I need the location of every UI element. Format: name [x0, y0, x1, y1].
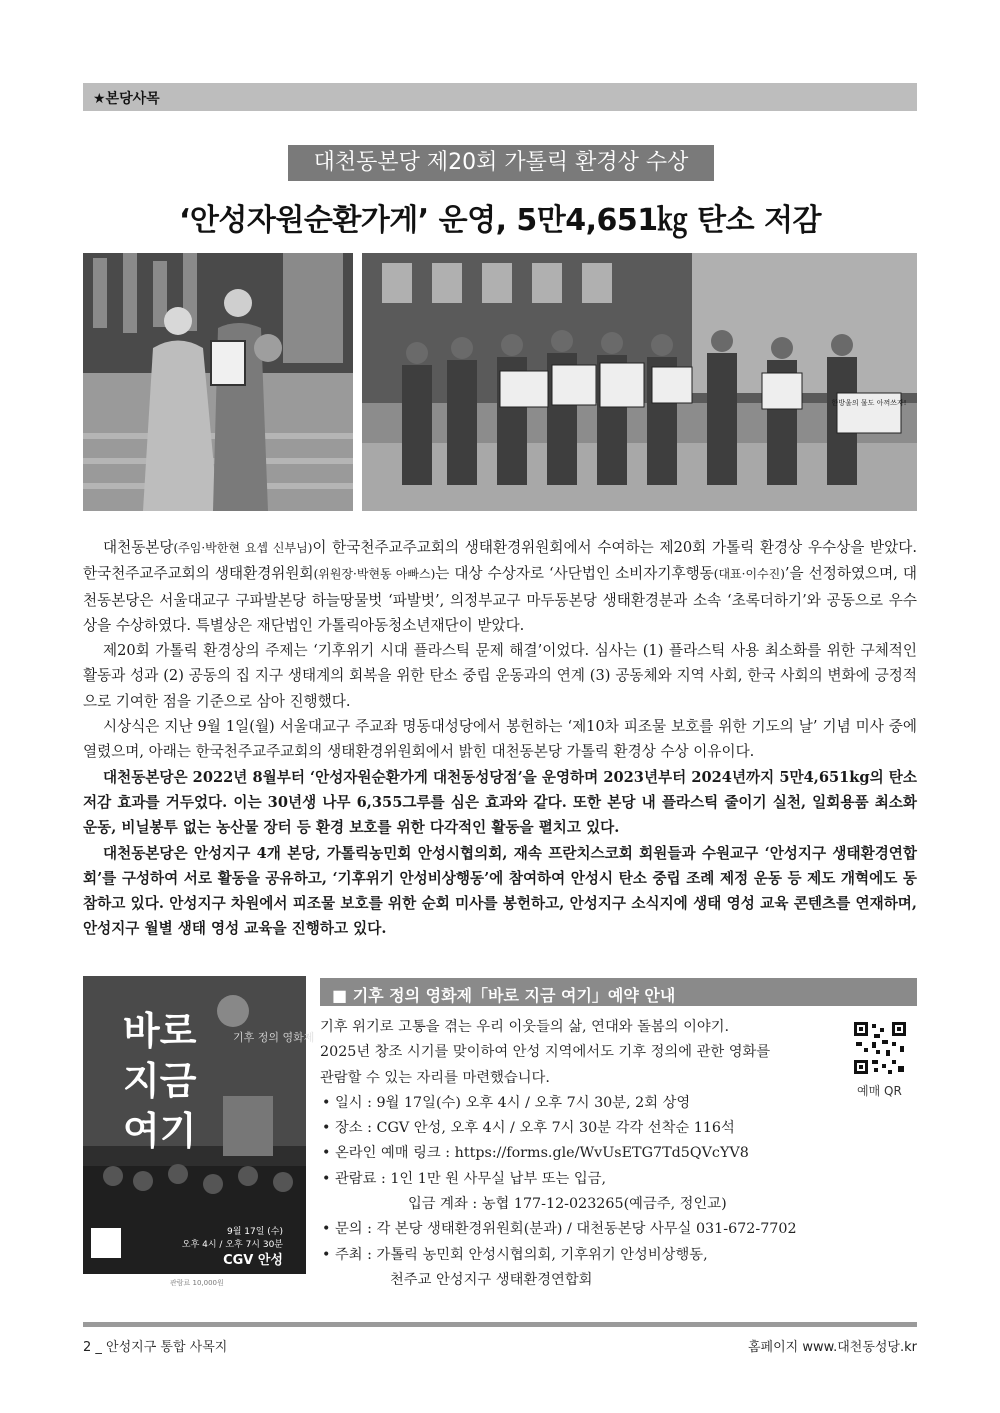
- footer-page-label: 2 _ 안성지구 통합 사목지: [83, 1340, 228, 1355]
- intro-line: 관람할 수 있는 자리를 마련했습니다.: [320, 1069, 550, 1086]
- svg-text:CGV 안성: CGV 안성: [223, 1253, 283, 1268]
- section-header-bar: [83, 83, 917, 111]
- info-item-fee: • 관람료 : 1인 1만 원 사무실 납부 또는 입금,: [322, 1170, 607, 1187]
- footer-divider: [83, 1322, 917, 1327]
- info-heading-bar: [320, 978, 917, 1006]
- svg-text:오후 4시 / 오후 7시 30분: 오후 4시 / 오후 7시 30분: [181, 1240, 283, 1250]
- info-heading: ■ 기후 정의 영화제「바로 지금 여기」예약 안내: [332, 986, 676, 1005]
- intro-line: 기후 위기로 고통을 겪는 우리 이웃들의 삶, 연대와 돌봄의 이야기.: [320, 1019, 730, 1035]
- paragraph-5: 대천동본당은 안성지구 4개 본당, 가톨릭농민회 안성시협의회, 재속 프란치스코회 회원들과 수원교구 ‘안성지구 생태환경연합회’를 구성하여 서로 활동을 공유하고, ‘기후위기 안성비상행동’에 참여하여 안성시 탄소 중립 조례 제정 운동 등 제도 개혁에도 동참하고 있다. 안성지구 차원에서 피조물 보호를 위한 순회 미사를 봉헌하고, 안성지구 소식지에 생태 영성 교육 콘텐츠를 연재하며, 안성지구 월별 생태 영성 교육을 진행하고 있다.: [83, 844, 917, 938]
- paragraph-3: 시상식은 지난 9월 1일(월) 서울대교구 주교좌 명동대성당에서 봉헌하는 ‘제10차 피조물 보호를 위한 기도의 날’ 기념 미사 중에 열렸으며, 아래는 한국천주교주교회의 생태환경위원회에서 밝힌 대천동본당 가톨릭 환경상 수상 이유이다.: [83, 718, 917, 761]
- article-headline: ‘안성자원순환가게’ 운영, 5만4,651㎏ 탄소 저감: [179, 203, 821, 238]
- info-item-account: 입금 계좌 : 농협 177-12-023265(예금주, 정인교): [408, 1196, 727, 1213]
- intro-line: 2025년 창조 시기를 맞이하여 안성 지역에서도 기후 정의에 관한 영화를: [320, 1044, 771, 1061]
- info-body: [320, 1015, 850, 1293]
- info-item-link[interactable]: • 온라인 예매 링크 : https://forms.gle/WvUsETG7Td5QVcYV8: [322, 1145, 749, 1162]
- qr-label: 예매 QR: [857, 1084, 902, 1098]
- poster-caption: 관람료 10,000원: [170, 1279, 224, 1287]
- article-kicker: 대천동본당 제20회 가톨릭 환경상 수상: [288, 145, 714, 181]
- info-item-host-cont: 천주교 안성지구 생태환경연합회: [390, 1271, 593, 1288]
- qr-code-icon[interactable]: [852, 1020, 908, 1076]
- paragraph-2: 제20회 가톨릭 환경상의 주제는 ‘기후위기 시대 플라스틱 문제 해결’이었다. 심사는 (1) 플라스틱 사용 최소화를 위한 구체적인 활동과 성과 (2) 공동의 집 지구 생태계의 회복을 위한 탄소 중립 운동과의 연계 (3) 공동체와 지역 사회, 한국 사회의 변화에 긍정적으로 기여한 점을 기준으로 삼아 진행했다.: [83, 642, 917, 710]
- sign-text: 한방울의 물도 아껴쓰자!: [831, 399, 907, 407]
- svg-text:바로: 바로: [123, 1009, 197, 1053]
- paragraph-1: 대천동본당(주임·박한현 요셉 신부님)이 한국천주교주교회의 생태환경위원회에서 수여하는 제20회 가톨릭 환경상 우수상을 받았다. 한국천주교주교회의 생태환경위원회(위원장·박현동 아빠스)는 대상 수상자로 ‘사단법인 소비자기후행동(대표·이수진)’을 선정하였으며, 대천동본당은 서울대교구 구파발본당 하늘땅물벗 ‘파발벗’, 의정부교구 마두동본당 생태환경분과 소속 ‘초록더하기’와 공동으로 우수상을 수상하였다. 특별상은 재단법인 가톨릭아동청소년재단이 받았다.: [83, 539, 918, 634]
- info-item-venue: • 장소 : CGV 안성, 오후 4시 / 오후 7시 30분 각각 선착순 116석: [322, 1120, 735, 1137]
- group-photo: [362, 253, 917, 511]
- footer-website[interactable]: 홈페이지 www.대천동성당.kr: [748, 1340, 917, 1355]
- svg-text:여기: 여기: [123, 1109, 197, 1153]
- svg-text:9월 17일 (수): 9월 17일 (수): [226, 1227, 283, 1237]
- info-item-inquiry: • 문의 : 각 본당 생태환경위원회(분과) / 대천동본당 사무실 031-672-7702: [322, 1221, 797, 1238]
- film-festival-poster: [83, 976, 315, 1274]
- paragraph-4: 대천동본당은 2022년 8월부터 ‘안성자원순환가게 대천동성당점’을 운영하며 2023년부터 2024년까지 5만4,651kg의 탄소 저감 효과를 거두었다. 이는 30년생 나무 6,355그루를 심은 효과와 같다. 또한 본당 내 플라스틱 줄이기 실천, 일회용품 최소화 운동, 비닐봉투 없는 농산물 장터 등 환경 보호를 위한 다각적인 활동을 펼치고 있다.: [83, 768, 917, 837]
- article-body: [83, 535, 917, 942]
- svg-text:기후 정의 영화제: 기후 정의 영화제: [233, 1031, 315, 1044]
- info-item-host: • 주최 : 가톨릭 농민회 안성시협의회, 기후위기 안성비상행동,: [322, 1246, 708, 1263]
- award-photo: [83, 253, 353, 511]
- section-label: ★본당사목: [93, 91, 160, 107]
- info-item-datetime: • 일시 : 9월 17일(수) 오후 4시 / 오후 7시 30분, 2회 상영: [322, 1094, 691, 1111]
- svg-text:지금: 지금: [123, 1059, 197, 1103]
